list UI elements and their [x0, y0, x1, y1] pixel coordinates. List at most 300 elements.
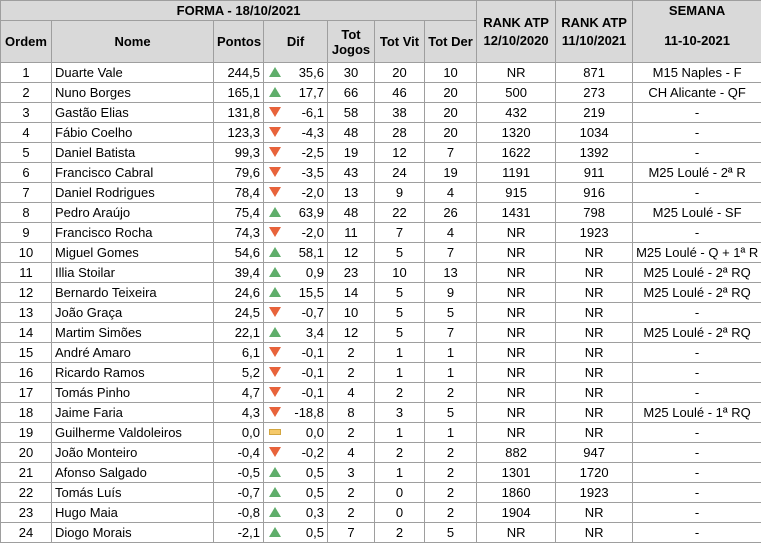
rank-2020-cell: NR — [477, 223, 556, 243]
trend-down-icon — [269, 347, 281, 357]
dif-value: 0,9 — [305, 264, 324, 280]
ordem-cell: 4 — [1, 123, 52, 143]
col-dif: Dif — [264, 21, 328, 63]
points-cell: 22,1 — [214, 323, 264, 343]
semana-cell: - — [633, 443, 761, 463]
tot-jogos-cell: 48 — [328, 203, 375, 223]
table-body — [1, 63, 761, 543]
rank-2021-cell: NR — [556, 263, 633, 283]
tot-der-cell: 7 — [425, 143, 477, 163]
dif-cell — [264, 123, 328, 143]
semana-cell: - — [633, 383, 761, 403]
rank-2021-cell: NR — [556, 403, 633, 423]
name-cell: João Graça — [52, 303, 214, 323]
trend-down-icon — [269, 367, 281, 377]
tot-der-cell: 2 — [425, 503, 477, 523]
points-cell: 99,3 — [214, 143, 264, 163]
ordem-cell: 5 — [1, 143, 52, 163]
tot-jogos-cell: 66 — [328, 83, 375, 103]
tot-der-cell: 5 — [425, 303, 477, 323]
tot-vit-cell: 5 — [375, 243, 425, 263]
rank-2020-cell: 1904 — [477, 503, 556, 523]
name-cell: Francisco Rocha — [52, 223, 214, 243]
tot-der-cell: 2 — [425, 463, 477, 483]
semana-cell: M25 Loulé - 2ª RQ — [633, 283, 761, 303]
table-row — [1, 423, 761, 443]
semana-cell: M15 Naples - F — [633, 63, 761, 83]
semana-cell: - — [633, 303, 761, 323]
table-row — [1, 383, 761, 403]
dif-value: 15,5 — [298, 284, 324, 300]
points-cell: 4,3 — [214, 403, 264, 423]
table-row — [1, 323, 761, 343]
tot-vit-cell: 2 — [375, 443, 425, 463]
rank-2020-header: RANK ATP 12/10/2020 — [477, 1, 556, 63]
trend-up-icon — [269, 287, 281, 297]
ordem-cell: 13 — [1, 303, 52, 323]
ordem-cell: 15 — [1, 343, 52, 363]
dif-value: -4,3 — [301, 124, 324, 140]
dif-value: -3,5 — [301, 164, 324, 180]
points-cell: 123,3 — [214, 123, 264, 143]
tot-vit-cell: 1 — [375, 463, 425, 483]
tot-vit-cell: 46 — [375, 83, 425, 103]
rank-2020-cell: NR — [477, 523, 556, 543]
trend-up-icon — [269, 207, 281, 217]
dif-value: -18,8 — [294, 404, 324, 420]
points-cell: 0,0 — [214, 423, 264, 443]
dif-value: 0,5 — [305, 464, 324, 480]
semana-cell: M25 Loulé - 2ª RQ — [633, 323, 761, 343]
tot-der-cell: 2 — [425, 383, 477, 403]
ordem-cell: 20 — [1, 443, 52, 463]
dif-cell — [264, 103, 328, 123]
semana-cell: - — [633, 223, 761, 243]
points-cell: -0,4 — [214, 443, 264, 463]
dif-value: 0,0 — [305, 424, 324, 440]
tot-der-cell: 4 — [425, 223, 477, 243]
tot-vit-cell: 1 — [375, 363, 425, 383]
rank-2021-cell: NR — [556, 283, 633, 303]
rank-2020-cell: 882 — [477, 443, 556, 463]
points-cell: 75,4 — [214, 203, 264, 223]
dif-cell — [264, 243, 328, 263]
name-cell: João Monteiro — [52, 443, 214, 463]
rank-2020-cell: 432 — [477, 103, 556, 123]
ordem-cell: 23 — [1, 503, 52, 523]
ordem-cell: 21 — [1, 463, 52, 483]
semana-cell: M25 Loulé - 2ª R — [633, 163, 761, 183]
table-row — [1, 463, 761, 483]
table-row — [1, 223, 761, 243]
dif-value: -2,5 — [301, 144, 324, 160]
ordem-cell: 19 — [1, 423, 52, 443]
dif-value: -0,1 — [301, 364, 324, 380]
table-row — [1, 103, 761, 123]
tot-der-cell: 1 — [425, 363, 477, 383]
dif-cell — [264, 343, 328, 363]
tot-der-cell: 9 — [425, 283, 477, 303]
rank-2020-cell: 1431 — [477, 203, 556, 223]
ordem-cell: 9 — [1, 223, 52, 243]
rank-2020-cell: NR — [477, 283, 556, 303]
ordem-cell: 8 — [1, 203, 52, 223]
dif-value: -2,0 — [301, 224, 324, 240]
dif-value: -6,1 — [301, 104, 324, 120]
trend-up-icon — [269, 507, 281, 517]
name-cell: Guilherme Valdoleiros — [52, 423, 214, 443]
rank-2020-cell: NR — [477, 243, 556, 263]
dif-cell — [264, 463, 328, 483]
table-row — [1, 123, 761, 143]
tot-jogos-cell: 3 — [328, 463, 375, 483]
col-tot-vit: Tot Vit — [375, 21, 425, 63]
dif-value: -0,7 — [301, 304, 324, 320]
tot-vit-cell: 1 — [375, 423, 425, 443]
tot-der-cell: 1 — [425, 423, 477, 443]
rank-2020-cell: NR — [477, 263, 556, 283]
ordem-cell: 22 — [1, 483, 52, 503]
trend-up-icon — [269, 487, 281, 497]
table-row — [1, 283, 761, 303]
dif-cell — [264, 443, 328, 463]
rank-2020-cell: 1320 — [477, 123, 556, 143]
semana-cell: - — [633, 363, 761, 383]
rank-2020-cell: NR — [477, 383, 556, 403]
dif-value: 3,4 — [305, 324, 324, 340]
rank-2021-cell: NR — [556, 363, 633, 383]
semana-cell: M25 Loulé - SF — [633, 203, 761, 223]
points-cell: -0,8 — [214, 503, 264, 523]
dif-value: 0,3 — [305, 504, 324, 520]
table-row — [1, 263, 761, 283]
tot-der-cell: 7 — [425, 243, 477, 263]
rank-2021-cell: NR — [556, 503, 633, 523]
semana-cell: - — [633, 183, 761, 203]
table-row — [1, 203, 761, 223]
tot-der-cell: 26 — [425, 203, 477, 223]
rank-2020-cell: NR — [477, 343, 556, 363]
trend-up-icon — [269, 67, 281, 77]
points-cell: -2,1 — [214, 523, 264, 543]
rank-2021-cell: 1392 — [556, 143, 633, 163]
trend-down-icon — [269, 227, 281, 237]
name-cell: Hugo Maia — [52, 503, 214, 523]
name-cell: Fábio Coelho — [52, 123, 214, 143]
tot-der-cell: 7 — [425, 323, 477, 343]
table-row — [1, 303, 761, 323]
dif-value: -0,1 — [301, 384, 324, 400]
tot-der-cell: 4 — [425, 183, 477, 203]
table-row — [1, 63, 761, 83]
rank-2020-cell: NR — [477, 363, 556, 383]
name-cell: Tomás Luís — [52, 483, 214, 503]
dif-cell — [264, 483, 328, 503]
dif-cell — [264, 363, 328, 383]
trend-down-icon — [269, 187, 281, 197]
dif-cell — [264, 323, 328, 343]
semana-cell: - — [633, 463, 761, 483]
trend-down-icon — [269, 167, 281, 177]
dif-value: -2,0 — [301, 184, 324, 200]
ordem-cell: 17 — [1, 383, 52, 403]
trend-down-icon — [269, 147, 281, 157]
tot-der-cell: 20 — [425, 103, 477, 123]
points-cell: 165,1 — [214, 83, 264, 103]
dif-cell — [264, 423, 328, 443]
table-row — [1, 163, 761, 183]
rank-2020-cell: 915 — [477, 183, 556, 203]
table-row — [1, 143, 761, 163]
tot-jogos-cell: 23 — [328, 263, 375, 283]
rank-2021-cell: 916 — [556, 183, 633, 203]
semana-header — [633, 1, 761, 63]
dif-value: 0,5 — [305, 484, 324, 500]
trend-down-icon — [269, 307, 281, 317]
tot-der-cell: 10 — [425, 63, 477, 83]
semana-cell: - — [633, 103, 761, 123]
dif-value: 17,7 — [298, 84, 324, 100]
tot-jogos-cell: 43 — [328, 163, 375, 183]
ordem-cell: 14 — [1, 323, 52, 343]
rank-2021-cell: NR — [556, 423, 633, 443]
tot-jogos-cell: 12 — [328, 243, 375, 263]
dif-value: -0,2 — [301, 444, 324, 460]
tot-jogos-cell: 7 — [328, 523, 375, 543]
tot-jogos-cell: 4 — [328, 383, 375, 403]
tot-der-cell: 5 — [425, 403, 477, 423]
ordem-cell: 12 — [1, 283, 52, 303]
name-cell: Miguel Gomes — [52, 243, 214, 263]
tot-jogos-cell: 2 — [328, 423, 375, 443]
semana-cell: - — [633, 343, 761, 363]
table-row — [1, 403, 761, 423]
name-cell: Illia Stoilar — [52, 263, 214, 283]
tot-jogos-cell: 4 — [328, 443, 375, 463]
tot-jogos-cell: 8 — [328, 403, 375, 423]
trend-down-icon — [269, 387, 281, 397]
ordem-cell: 10 — [1, 243, 52, 263]
trend-up-icon — [269, 327, 281, 337]
ordem-cell: 6 — [1, 163, 52, 183]
rank-2020-cell: NR — [477, 423, 556, 443]
rank-2021-cell: NR — [556, 523, 633, 543]
tot-vit-cell: 3 — [375, 403, 425, 423]
tot-der-cell: 19 — [425, 163, 477, 183]
col-nome: Nome — [52, 21, 214, 63]
col-pontos: Pontos — [214, 21, 264, 63]
points-cell: 24,6 — [214, 283, 264, 303]
points-cell: 24,5 — [214, 303, 264, 323]
name-cell: Daniel Rodrigues — [52, 183, 214, 203]
dif-value: 0,5 — [305, 524, 324, 540]
dif-value: 58,1 — [298, 244, 324, 260]
trend-up-icon — [269, 87, 281, 97]
tot-der-cell: 13 — [425, 263, 477, 283]
semana-cell: CH Alicante - QF — [633, 83, 761, 103]
rank-2021-cell: NR — [556, 243, 633, 263]
dif-cell — [264, 503, 328, 523]
tot-der-cell: 1 — [425, 343, 477, 363]
semana-cell: M25 Loulé - 2ª RQ — [633, 263, 761, 283]
ordem-cell: 11 — [1, 263, 52, 283]
tot-jogos-cell: 12 — [328, 323, 375, 343]
table-header — [1, 1, 761, 63]
dif-cell — [264, 83, 328, 103]
name-cell: Tomás Pinho — [52, 383, 214, 403]
points-cell: 74,3 — [214, 223, 264, 243]
points-cell: 4,7 — [214, 383, 264, 403]
tot-jogos-cell: 2 — [328, 503, 375, 523]
points-cell: 5,2 — [214, 363, 264, 383]
name-cell: Pedro Araújo — [52, 203, 214, 223]
tot-der-cell: 20 — [425, 123, 477, 143]
dif-cell — [264, 403, 328, 423]
name-cell: André Amaro — [52, 343, 214, 363]
table-row — [1, 183, 761, 203]
rank-2021-cell: 219 — [556, 103, 633, 123]
rank-2021-cell: 1923 — [556, 223, 633, 243]
dif-cell — [264, 163, 328, 183]
tot-vit-cell: 5 — [375, 283, 425, 303]
points-cell: 244,5 — [214, 63, 264, 83]
name-cell: Diogo Morais — [52, 523, 214, 543]
rank-2020-cell: 1860 — [477, 483, 556, 503]
rank-2021-cell: 911 — [556, 163, 633, 183]
points-cell: 6,1 — [214, 343, 264, 363]
col-ordem: Ordem — [1, 21, 52, 63]
rank-2021-cell: 273 — [556, 83, 633, 103]
table-row — [1, 83, 761, 103]
col-tot-der: Tot Der — [425, 21, 477, 63]
rank-2021-cell: 947 — [556, 443, 633, 463]
rank-2020-cell: NR — [477, 63, 556, 83]
tot-jogos-cell: 48 — [328, 123, 375, 143]
semana-cell: - — [633, 423, 761, 443]
dif-value: 35,6 — [298, 64, 324, 80]
points-cell: 39,4 — [214, 263, 264, 283]
tot-der-cell: 2 — [425, 443, 477, 463]
tot-vit-cell: 0 — [375, 503, 425, 523]
ordem-cell: 3 — [1, 103, 52, 123]
rank-2020-cell: NR — [477, 303, 556, 323]
rank-2021-cell: 1720 — [556, 463, 633, 483]
tot-vit-cell: 20 — [375, 63, 425, 83]
table-row — [1, 443, 761, 463]
name-cell: Ricardo Ramos — [52, 363, 214, 383]
ordem-cell: 24 — [1, 523, 52, 543]
tot-vit-cell: 2 — [375, 383, 425, 403]
ordem-cell: 1 — [1, 63, 52, 83]
table-row — [1, 243, 761, 263]
trend-up-icon — [269, 467, 281, 477]
dif-cell — [264, 223, 328, 243]
name-cell: Afonso Salgado — [52, 463, 214, 483]
tot-jogos-cell: 2 — [328, 343, 375, 363]
semana-cell: - — [633, 503, 761, 523]
rank-2021-cell: NR — [556, 383, 633, 403]
semana-cell: - — [633, 123, 761, 143]
tot-jogos-cell: 30 — [328, 63, 375, 83]
name-cell: Nuno Borges — [52, 83, 214, 103]
name-cell: Jaime Faria — [52, 403, 214, 423]
col-tot-jogos: Tot Jogos — [328, 21, 375, 63]
table-row — [1, 343, 761, 363]
tot-jogos-cell: 2 — [328, 483, 375, 503]
tot-vit-cell: 2 — [375, 523, 425, 543]
trend-up-icon — [269, 527, 281, 537]
tot-vit-cell: 10 — [375, 263, 425, 283]
tot-jogos-cell: 19 — [328, 143, 375, 163]
tot-vit-cell: 9 — [375, 183, 425, 203]
table-row — [1, 363, 761, 383]
tot-jogos-cell: 2 — [328, 363, 375, 383]
rank-2021-cell: 798 — [556, 203, 633, 223]
dif-cell — [264, 383, 328, 403]
tot-vit-cell: 22 — [375, 203, 425, 223]
ordem-cell: 2 — [1, 83, 52, 103]
dif-cell — [264, 303, 328, 323]
name-cell: Martim Simões — [52, 323, 214, 343]
tot-jogos-cell: 11 — [328, 223, 375, 243]
tot-vit-cell: 5 — [375, 303, 425, 323]
name-cell: Daniel Batista — [52, 143, 214, 163]
rank-2020-cell: 500 — [477, 83, 556, 103]
trend-down-icon — [269, 127, 281, 137]
table-row — [1, 483, 761, 503]
rank-2021-cell: 1034 — [556, 123, 633, 143]
dif-cell — [264, 143, 328, 163]
tot-der-cell: 2 — [425, 483, 477, 503]
semana-cell: M25 Loulé - 1ª RQ — [633, 403, 761, 423]
points-cell: 79,6 — [214, 163, 264, 183]
points-cell: 54,6 — [214, 243, 264, 263]
rank-2021-cell: 1923 — [556, 483, 633, 503]
trend-down-icon — [269, 407, 281, 417]
trend-down-icon — [269, 107, 281, 117]
rank-2020-cell: NR — [477, 323, 556, 343]
tot-vit-cell: 28 — [375, 123, 425, 143]
tot-der-cell: 5 — [425, 523, 477, 543]
trend-up-icon — [269, 247, 281, 257]
semana-cell: M25 Loulé - Q + 1ª R — [633, 243, 761, 263]
semana-cell: - — [633, 523, 761, 543]
tot-vit-cell: 38 — [375, 103, 425, 123]
dif-cell — [264, 183, 328, 203]
rank-2020-cell: 1191 — [477, 163, 556, 183]
dif-value: 63,9 — [298, 204, 324, 220]
name-cell: Francisco Cabral — [52, 163, 214, 183]
tot-jogos-cell: 14 — [328, 283, 375, 303]
ordem-cell: 18 — [1, 403, 52, 423]
rank-2021-cell: NR — [556, 343, 633, 363]
rank-2021-cell: 871 — [556, 63, 633, 83]
trend-flat-icon — [269, 429, 281, 435]
points-cell: -0,5 — [214, 463, 264, 483]
name-cell: Duarte Vale — [52, 63, 214, 83]
name-cell: Bernardo Teixeira — [52, 283, 214, 303]
tot-vit-cell: 5 — [375, 323, 425, 343]
semana-label: SEMANA — [668, 3, 726, 18]
tot-vit-cell: 0 — [375, 483, 425, 503]
semana-cell: - — [633, 483, 761, 503]
trend-up-icon — [269, 267, 281, 277]
ordem-cell: 16 — [1, 363, 52, 383]
tot-vit-cell: 24 — [375, 163, 425, 183]
dif-cell — [264, 203, 328, 223]
points-cell: 78,4 — [214, 183, 264, 203]
rank-2021-cell: NR — [556, 323, 633, 343]
